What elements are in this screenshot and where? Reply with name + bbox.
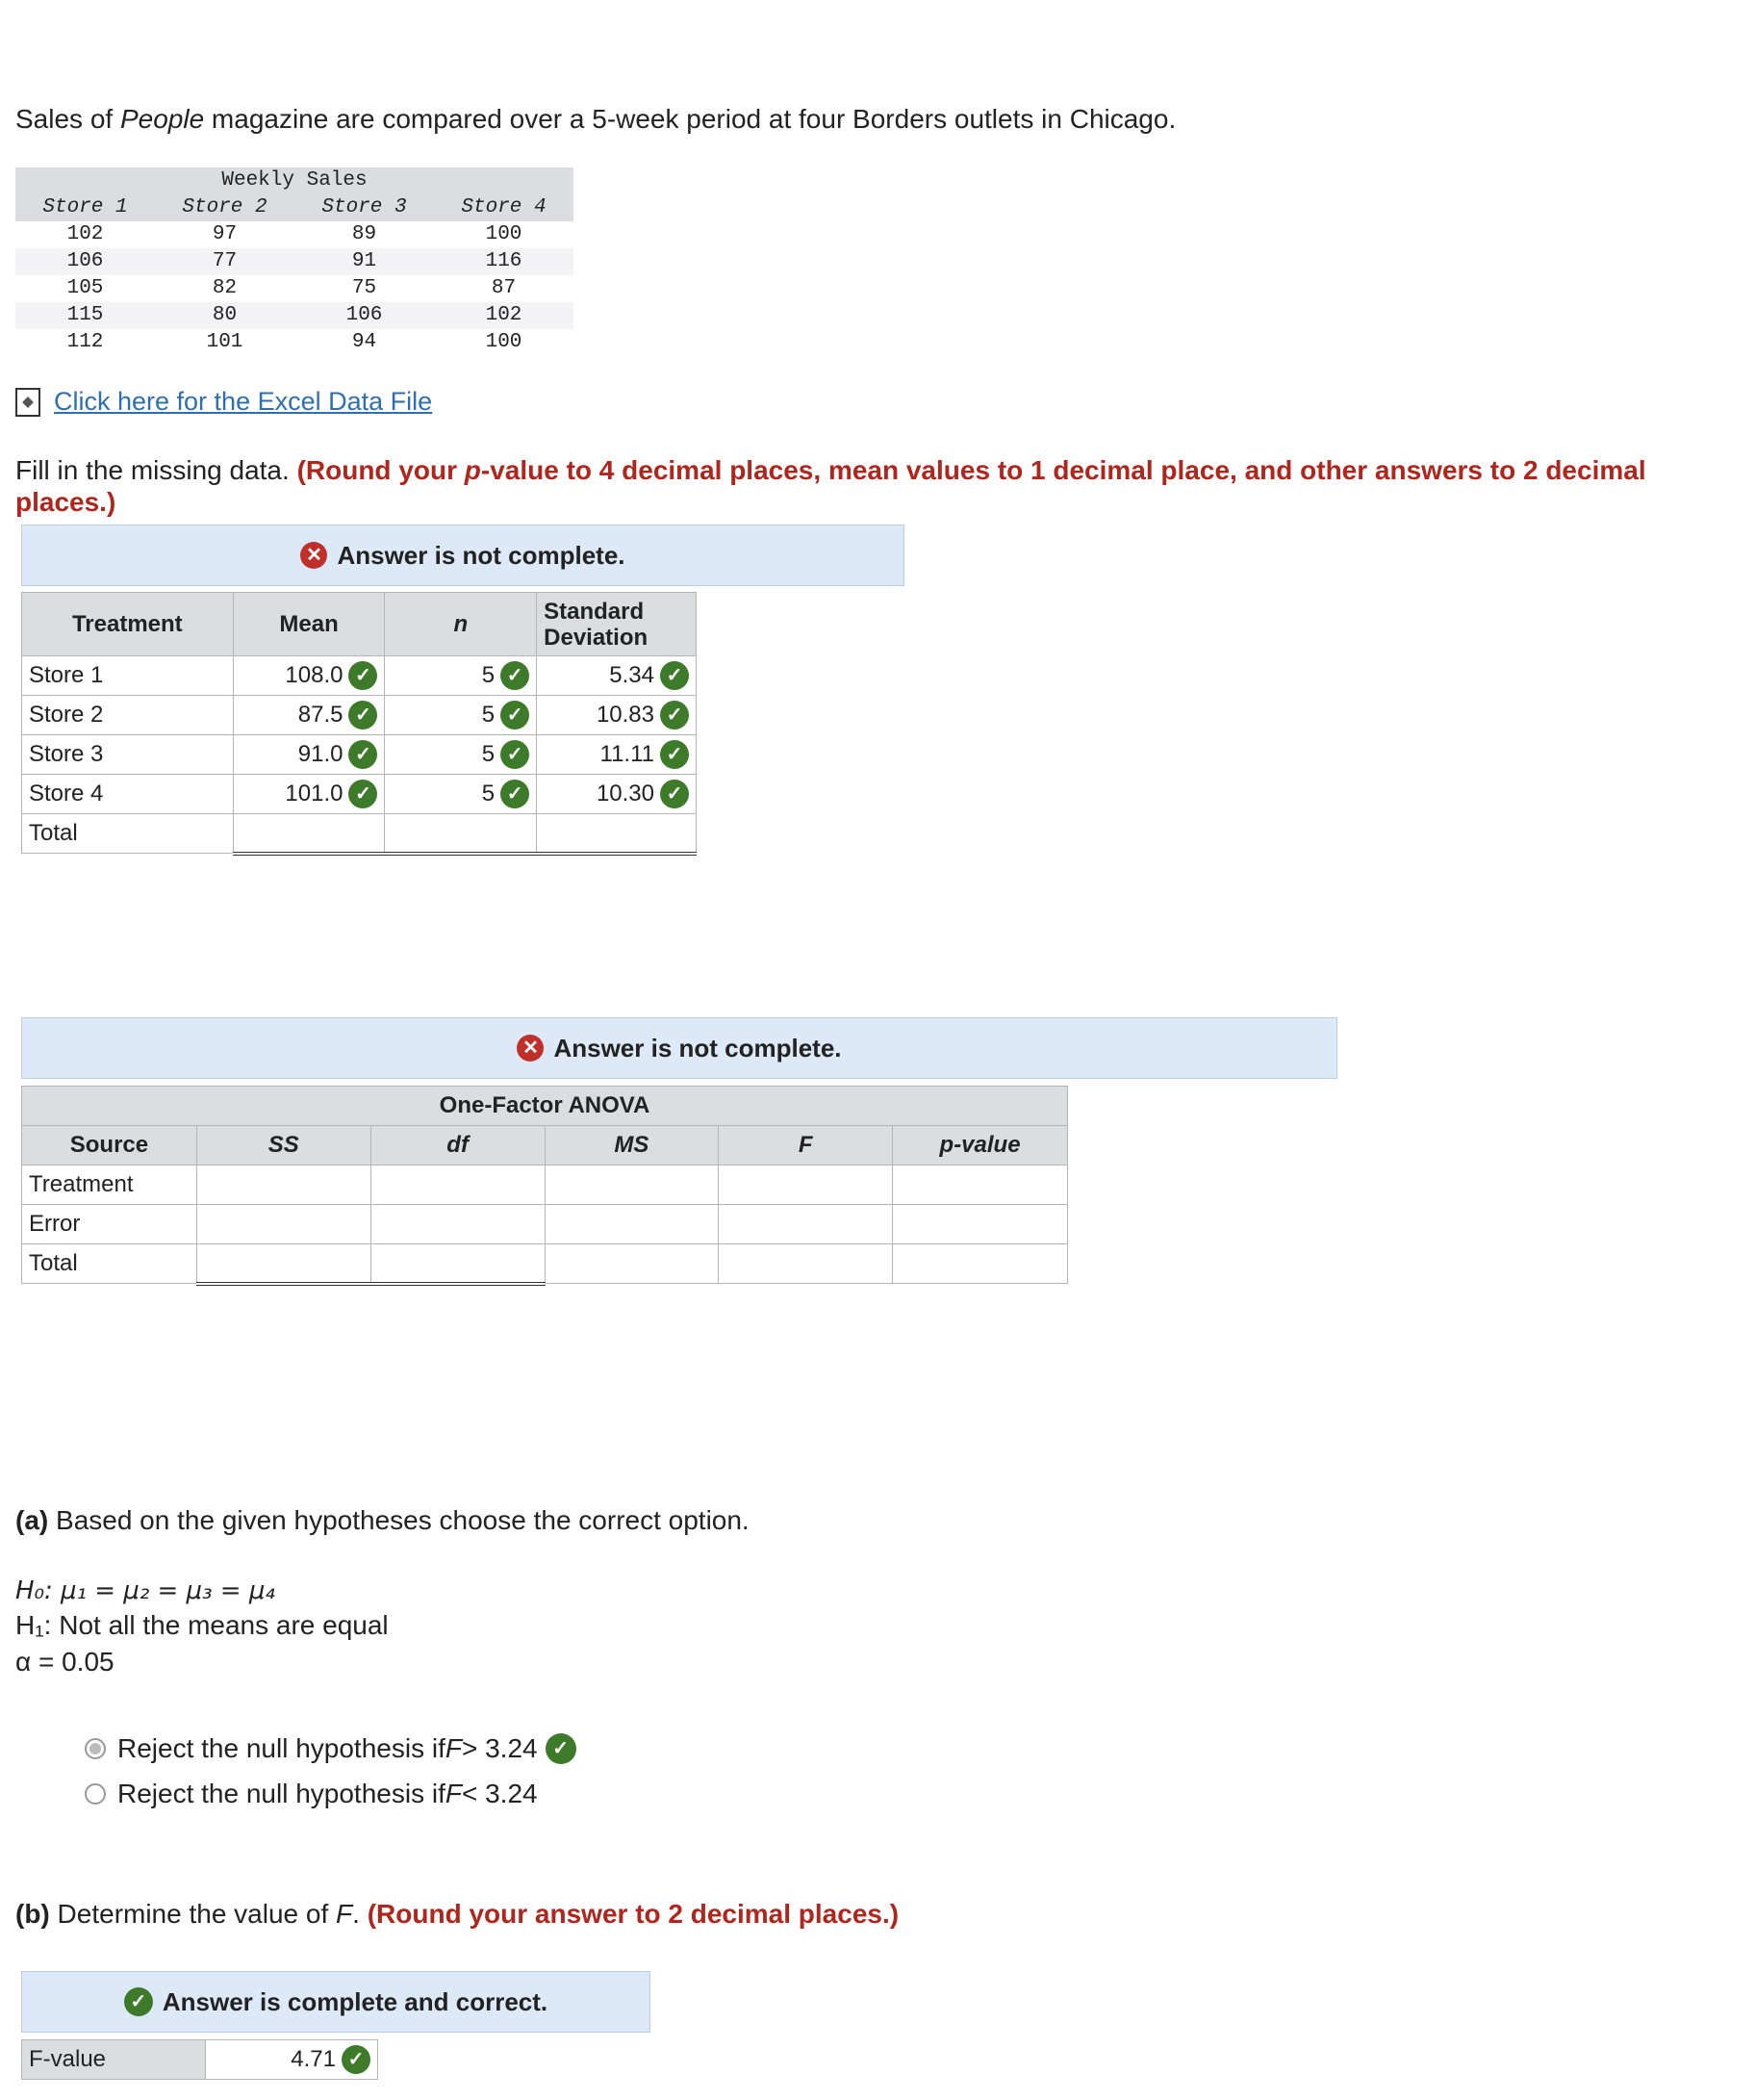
table-row	[22, 696, 697, 735]
status-banner-correct	[21, 1971, 650, 2033]
n-input[interactable]: 5	[481, 741, 496, 767]
df-input[interactable]	[370, 1165, 545, 1205]
status-banner-incomplete	[21, 1017, 1337, 1079]
row-label: Error	[22, 1205, 197, 1244]
radio-button[interactable]	[85, 1738, 106, 1759]
ss-input[interactable]	[196, 1165, 370, 1205]
excel-link-text[interactable]: Click here for the Excel Data File	[54, 387, 433, 416]
summary-table	[21, 592, 697, 856]
col-header-n: n	[385, 593, 537, 656]
f-cell	[719, 1244, 893, 1284]
f-input[interactable]	[719, 1165, 893, 1205]
row-label: Total	[22, 1244, 197, 1284]
option-reject-less[interactable]: Reject the null hypothesis if F < 3.24	[85, 1778, 538, 1810]
radio-button[interactable]	[85, 1783, 106, 1805]
ws-cell: 102	[66, 223, 104, 245]
total-mean-input[interactable]	[233, 814, 385, 854]
cross-icon: ✕	[300, 542, 327, 569]
row-label: Treatment	[22, 1165, 197, 1205]
mean-input[interactable]: 91.0	[297, 741, 343, 767]
row-label: Store 1	[22, 656, 234, 696]
ws-cell: 100	[485, 331, 522, 353]
col-header-f: F	[719, 1126, 893, 1165]
check-icon: ✓	[500, 780, 529, 808]
table-row	[22, 1205, 1068, 1244]
ws-header: Store 1	[42, 196, 128, 218]
ws-row	[15, 302, 573, 329]
check-icon: ✓	[342, 2045, 370, 2074]
ws-cell: 80	[212, 304, 238, 326]
check-icon: ✓	[546, 1733, 576, 1764]
intro-text: Sales of People magazine are compared over a 5-week period at four Borders outlets in Chicago.	[15, 104, 1177, 134]
row-label: Store 2	[22, 696, 234, 735]
pvalue-cell	[893, 1205, 1068, 1244]
weekly-sales-title: Weekly Sales	[221, 169, 368, 192]
ws-header: Store 3	[321, 196, 407, 218]
col-header-sd: Standard Deviation	[537, 593, 697, 656]
check-icon: ✓	[660, 661, 689, 690]
table-row	[22, 775, 697, 814]
instructions-text: Fill in the missing data. (Round your p-value to 4 decimal places, mean values to 1 decimal place, and other answers to 2 decimal places.)	[15, 455, 1646, 517]
ws-cell: 89	[351, 223, 377, 245]
fvalue-table	[21, 2039, 378, 2080]
ws-cell: 97	[212, 223, 238, 245]
check-icon: ✓	[348, 701, 377, 730]
hypothesis-h1: H₁: Not all the means are equal	[15, 1610, 389, 1640]
weekly-sales-table	[15, 167, 573, 356]
ws-cell: 101	[206, 331, 243, 353]
mean-input[interactable]: 87.5	[297, 702, 343, 728]
ss-input[interactable]	[196, 1244, 370, 1284]
ws-cell: 82	[212, 277, 238, 299]
ws-cell: 77	[212, 250, 238, 272]
excel-data-link[interactable]	[15, 387, 432, 417]
part-b-question: (b) Determine the value of F. (Round your answer to 2 decimal places.)	[15, 1899, 900, 1929]
ws-cell: 91	[351, 250, 377, 272]
col-header-ss: SS	[196, 1126, 370, 1165]
col-header-df: df	[370, 1126, 545, 1165]
ws-cell: 106	[66, 250, 104, 272]
pvalue-input[interactable]	[893, 1165, 1068, 1205]
n-input[interactable]: 5	[481, 702, 496, 728]
ms-input[interactable]	[545, 1205, 719, 1244]
fvalue-input[interactable]: 4.71	[291, 2046, 336, 2072]
col-header-ms: MS	[545, 1126, 719, 1165]
sd-input[interactable]: 10.83	[596, 702, 654, 728]
col-header-mean: Mean	[233, 593, 385, 656]
fvalue-label: F-value	[22, 2040, 206, 2080]
banner-text: Answer is not complete.	[553, 1033, 842, 1063]
ss-input[interactable]	[196, 1205, 370, 1244]
row-label: Store 4	[22, 775, 234, 814]
row-label: Store 3	[22, 735, 234, 775]
check-icon: ✓	[660, 780, 689, 808]
sd-input[interactable]: 11.11	[599, 741, 654, 767]
ws-cell: 112	[66, 331, 104, 353]
pvalue-cell	[893, 1244, 1068, 1284]
ws-cell: 115	[66, 304, 104, 326]
ws-row	[15, 221, 573, 248]
mean-input[interactable]: 101.0	[285, 781, 343, 807]
check-icon: ✓	[500, 701, 529, 730]
check-icon: ✓	[124, 1987, 153, 2016]
check-icon: ✓	[500, 661, 529, 690]
ws-cell: 100	[485, 223, 522, 245]
ws-cell: 75	[351, 277, 377, 299]
n-input[interactable]: 5	[481, 781, 496, 807]
alpha-level: α = 0.05	[15, 1647, 114, 1677]
check-icon: ✓	[660, 740, 689, 769]
ws-header: Store 2	[182, 196, 267, 218]
anova-title: One-Factor ANOVA	[22, 1087, 1068, 1126]
ws-row	[15, 275, 573, 302]
ws-header: Store 4	[461, 196, 547, 218]
sd-input[interactable]: 5.34	[609, 662, 654, 688]
df-input[interactable]	[370, 1205, 545, 1244]
check-icon: ✓	[500, 740, 529, 769]
status-banner-incomplete	[21, 525, 904, 586]
n-input[interactable]: 5	[481, 662, 496, 688]
hypothesis-h0: H₀: μ₁ = μ₂ = μ₃ = μ₄	[15, 1576, 275, 1605]
check-icon: ✓	[660, 701, 689, 730]
ws-row	[15, 248, 573, 275]
ms-input[interactable]	[545, 1165, 719, 1205]
banner-text: Answer is not complete.	[337, 540, 625, 570]
ws-cell: 94	[351, 331, 377, 353]
check-icon: ✓	[348, 661, 377, 690]
ws-cell: 105	[66, 277, 104, 299]
col-header-pvalue: p-value	[893, 1126, 1068, 1165]
table-row-total	[22, 1244, 1068, 1284]
anova-table	[21, 1086, 1068, 1286]
df-input[interactable]	[370, 1244, 545, 1284]
col-header-source: Source	[22, 1126, 197, 1165]
sd-input[interactable]: 10.30	[596, 781, 654, 807]
file-icon	[15, 388, 40, 417]
ws-cell: 116	[485, 250, 522, 272]
col-header-treatment: Treatment	[22, 593, 234, 656]
total-sd-input[interactable]	[537, 814, 697, 854]
total-n-input[interactable]	[385, 814, 537, 854]
option-reject-greater[interactable]: Reject the null hypothesis if F > 3.24 ✓	[85, 1732, 576, 1765]
table-row	[22, 656, 697, 696]
f-cell	[719, 1205, 893, 1244]
ws-cell: 102	[485, 304, 522, 326]
part-a-question: (a) Based on the given hypotheses choose the correct option.	[15, 1505, 750, 1535]
cross-icon: ✕	[517, 1035, 544, 1062]
ws-row	[15, 329, 573, 356]
check-icon: ✓	[348, 780, 377, 808]
mean-input[interactable]: 108.0	[285, 662, 343, 688]
check-icon: ✓	[348, 740, 377, 769]
table-row-total	[22, 814, 697, 854]
ws-cell: 106	[345, 304, 383, 326]
ws-cell: 87	[491, 277, 517, 299]
row-label: Total	[22, 814, 234, 854]
ms-cell	[545, 1244, 719, 1284]
table-row	[22, 735, 697, 775]
table-row	[22, 1165, 1068, 1205]
banner-text: Answer is complete and correct.	[162, 1986, 548, 2016]
